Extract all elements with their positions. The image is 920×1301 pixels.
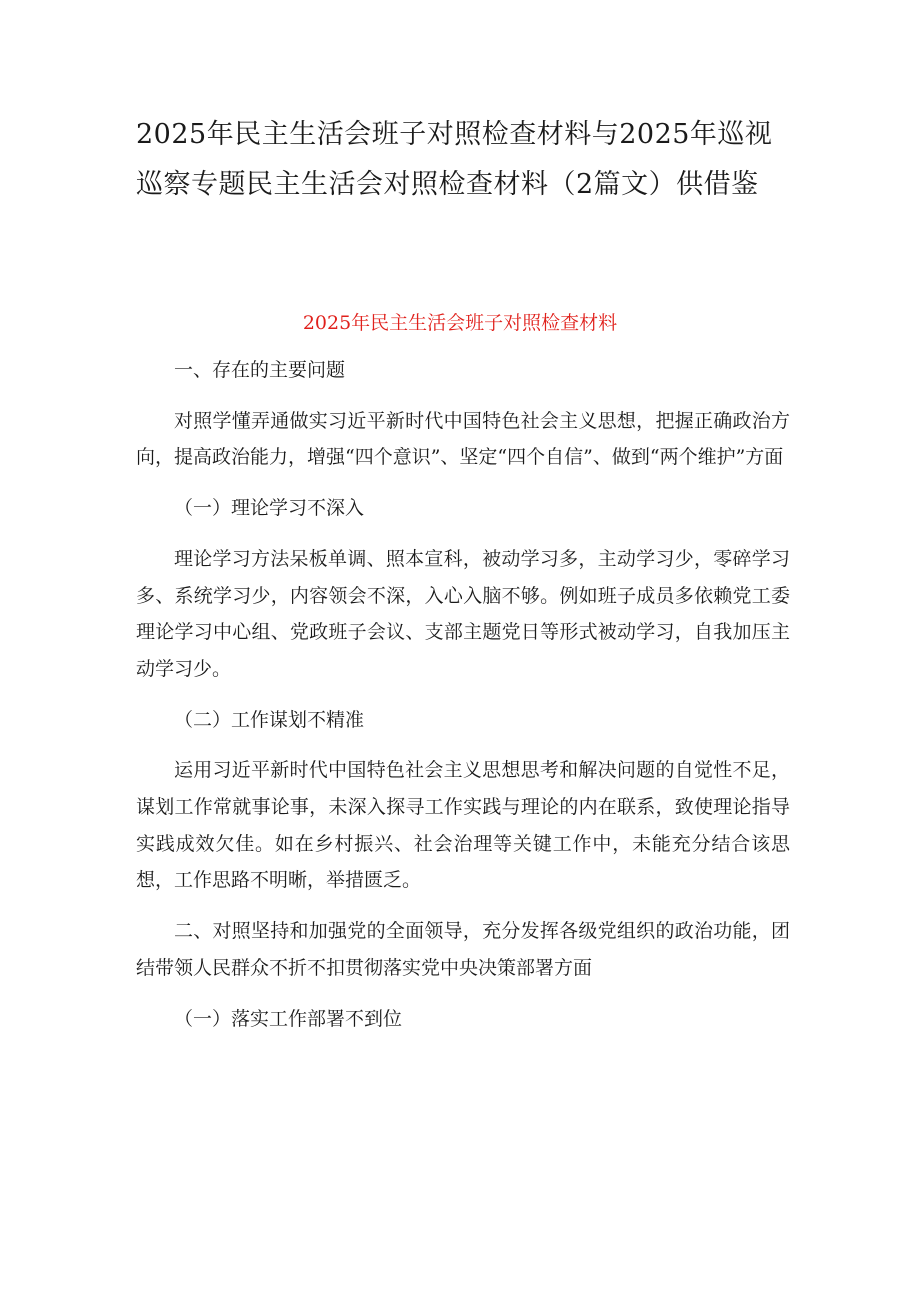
- paragraph-theory-aspect: 对照学懂弄通做实习近平新时代中国特色社会主义思想，把握正确政治方向，提高政治能力，增强“四个意识”、坚定“四个自信”、做到“两个维护”方面: [136, 409, 790, 469]
- heading-main-problems: 一、存在的主要问题: [174, 359, 346, 381]
- section-title: 2025年民主生活会班子对照检查材料: [302, 312, 618, 334]
- paragraph-work-planning: 运用习近平新时代中国特色社会主义思想思考和解决问题的自觉性不足，谋划工作常就事论事，未深入探寻工作实践与理论的内在联系，致使理论指导实践成效欠佳。如在乡村振兴、社会治理等关键工作中，未能充分结合该思想，工作思路不明晰，举措匮乏。: [136, 759, 790, 892]
- document-title: 2025年民主生活会班子对照检查材料与2025年巡视巡察专题民主生活会对照检查材料（2篇文）供借鉴: [136, 119, 773, 200]
- document-body: [136, 352, 790, 1051]
- subheading-theory-study: （一）理论学习不深入: [174, 497, 365, 520]
- heading-party-leadership: 二、对照坚持和加强党的全面领导，充分发挥各级党组织的政治功能，团结带领人民群众不折不扣贯彻落实党中央决策部署方面: [136, 920, 790, 979]
- subheading-implementation: （一）落实工作部署不到位: [174, 1007, 403, 1030]
- paragraph-theory-study: 理论学习方法呆板单调、照本宣科，被动学习多，主动学习少，零碎学习多、系统学习少，内容领会不深，入心入脑不够。例如班子成员多依赖党工委理论学习中心组、党政班子会议、支部主题党日等形式被动学习，自我加压主动学习少。: [136, 547, 790, 680]
- subheading-work-planning: （二）工作谋划不精准: [174, 708, 365, 731]
